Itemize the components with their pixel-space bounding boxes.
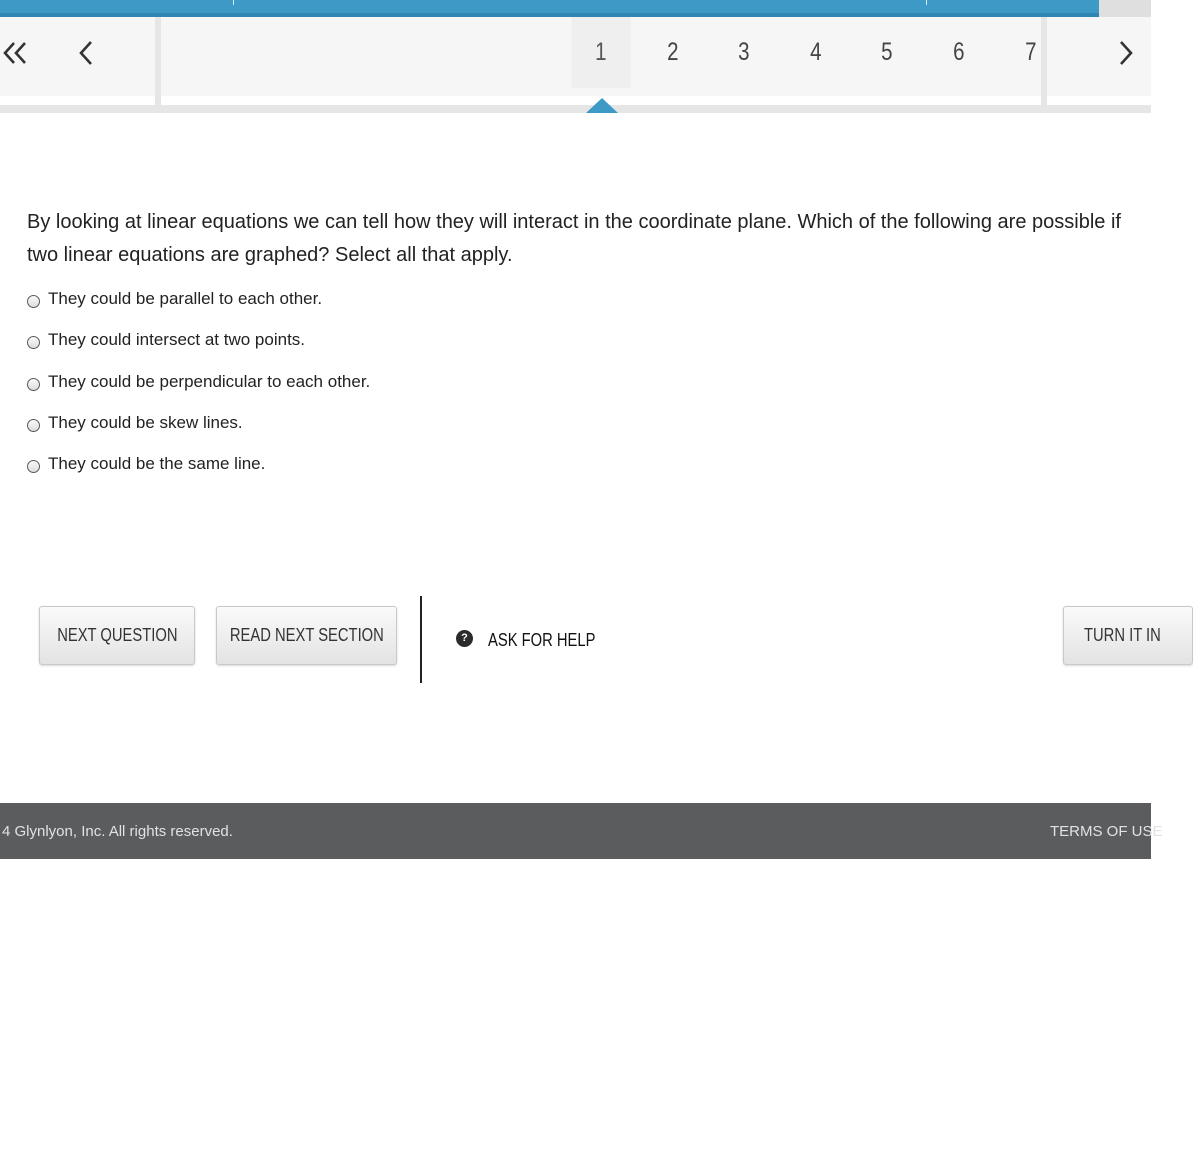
- next-question-label: NEXT QUESTION: [56, 625, 178, 645]
- chevron-left-icon: [78, 40, 94, 66]
- turn-it-in-label: TURN IT IN: [1084, 625, 1161, 645]
- double-chevron-left-icon: [2, 40, 28, 66]
- next-question-button[interactable]: [39, 606, 195, 665]
- checkbox[interactable]: [27, 419, 40, 432]
- next-question-arrow-button[interactable]: [1110, 17, 1142, 88]
- read-next-section-label: READ NEXT SECTION: [229, 625, 384, 645]
- progress-tick: [233, 0, 234, 5]
- checkbox[interactable]: [27, 295, 40, 308]
- question-navigation: [0, 17, 1151, 96]
- page-tab[interactable]: 1: [571, 17, 630, 88]
- answer-option[interactable]: [27, 328, 305, 352]
- footer: [0, 803, 1163, 859]
- page-list: [565, 17, 1066, 88]
- answer-option-label: They could intersect at two points.: [48, 330, 306, 349]
- page-tab[interactable]: 6: [953, 38, 965, 66]
- page-tab[interactable]: 2: [666, 38, 679, 66]
- action-divider: [420, 596, 422, 683]
- answer-option-label: They could be the same line.: [48, 454, 266, 473]
- answer-option[interactable]: [27, 370, 370, 394]
- answer-option[interactable]: [27, 452, 265, 476]
- page-tab[interactable]: 7: [1024, 38, 1037, 66]
- previous-question-button[interactable]: [70, 17, 102, 88]
- ask-for-help-link[interactable]: [456, 626, 619, 654]
- answer-option[interactable]: [27, 411, 243, 435]
- progress-bar: [0, 0, 1151, 17]
- answer-option-label: They could be skew lines.: [48, 413, 243, 432]
- checkbox[interactable]: [27, 336, 40, 349]
- copyright-text: 4 Glynlyon, Inc. All rights reserved.: [2, 822, 233, 840]
- page-tab[interactable]: 3: [738, 38, 750, 66]
- answer-option-label: They could be parallel to each other.: [48, 289, 323, 308]
- answer-option-label: They could be perpendicular to each other.: [48, 372, 371, 391]
- question-text: By looking at linear equations we can tell how they will interact in the coordinate plane. Which of the following are possible if two linear equations are graphed? Select all that apply.: [27, 211, 1121, 266]
- turn-it-in-button[interactable]: [1063, 606, 1193, 665]
- ask-for-help-label: ASK FOR HELP: [488, 629, 596, 650]
- checkbox[interactable]: [27, 460, 40, 473]
- active-page-indicator: [586, 98, 618, 113]
- terms-of-use-link[interactable]: TERMS OF USE: [1050, 822, 1163, 840]
- question-mark-icon: ?: [456, 630, 473, 647]
- read-next-section-button[interactable]: [216, 606, 397, 665]
- page-tab[interactable]: 5: [881, 38, 893, 66]
- answer-option[interactable]: [27, 287, 322, 311]
- first-question-button[interactable]: [0, 17, 30, 88]
- progress-tick: [926, 0, 927, 5]
- nav-separator: [155, 17, 161, 105]
- page-tab[interactable]: 4: [809, 38, 822, 66]
- progress-bar-fill: [0, 0, 1099, 17]
- checkbox[interactable]: [27, 378, 40, 391]
- chevron-right-icon: [1118, 40, 1134, 66]
